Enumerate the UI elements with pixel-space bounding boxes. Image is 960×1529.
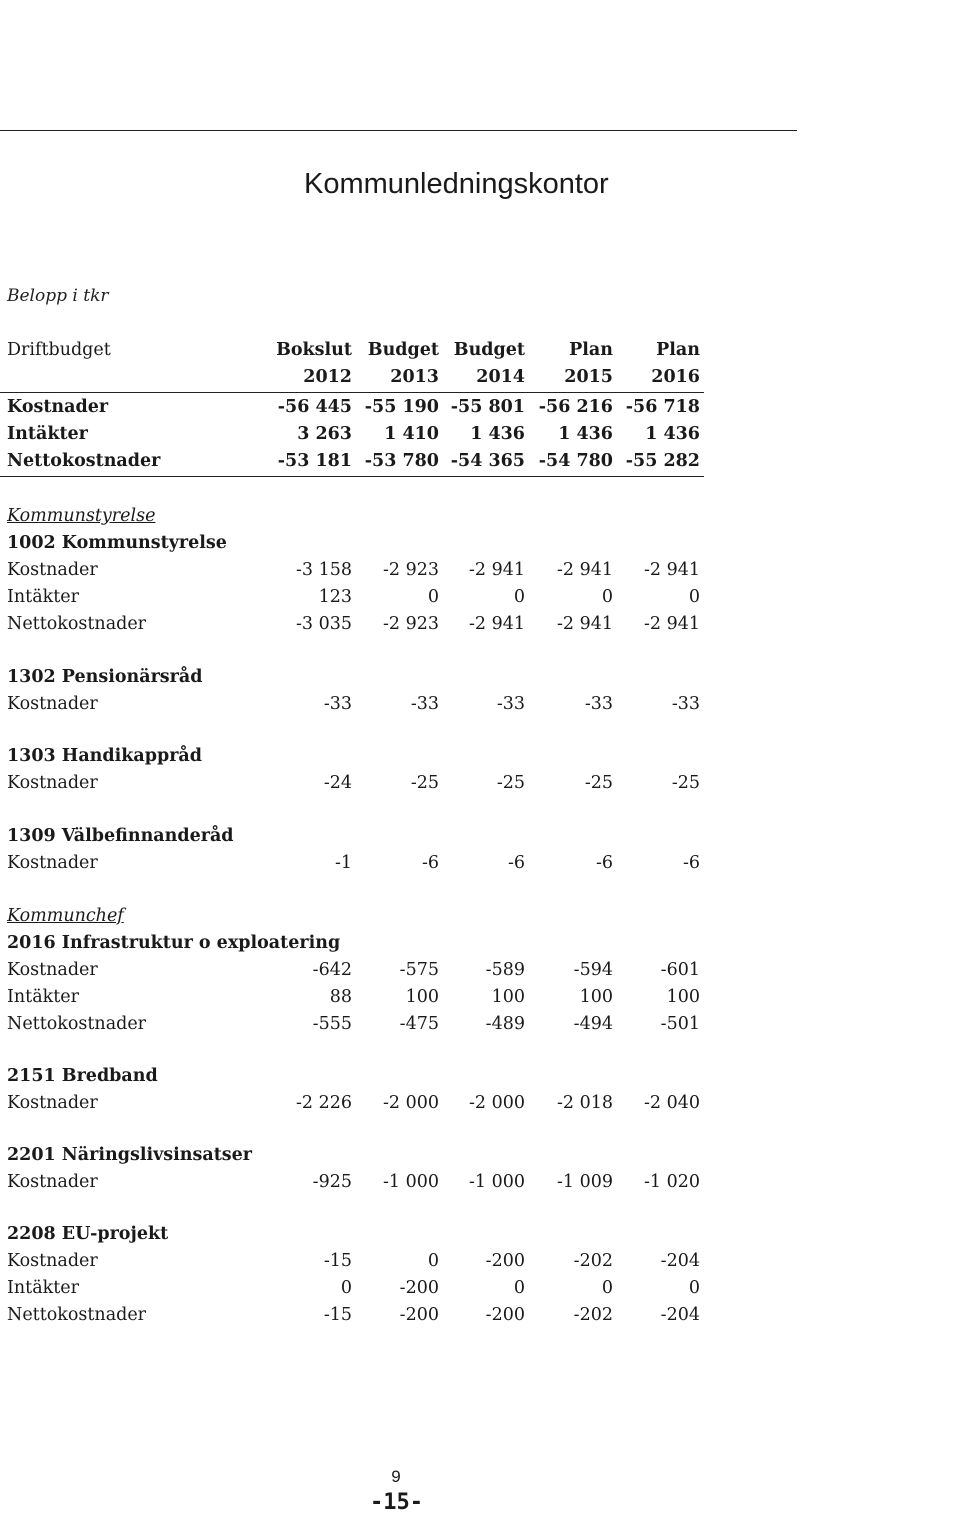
cell-value: 0 (340, 1278, 352, 1298)
column-year: 2016 (651, 367, 700, 387)
table-row (0, 958, 720, 982)
cell-value: -2 000 (468, 1093, 525, 1113)
row-label: Kostnader (7, 694, 98, 714)
page-number (0, 1467, 800, 1487)
cell-value: -2 923 (382, 614, 439, 634)
cell-value: -202 (573, 1305, 613, 1325)
cell-value: -6 (421, 853, 439, 873)
group-title-text: 1309 Välbefinnanderåd (7, 826, 234, 846)
cell-value: -2 000 (382, 1093, 439, 1113)
cell-value: -53 181 (277, 451, 352, 471)
cell-value: -589 (485, 960, 525, 980)
cell-value: -925 (312, 1172, 352, 1192)
cell-value: -601 (660, 960, 700, 980)
cell-value: 0 (601, 1278, 613, 1298)
section-heading-text: Kommunchef (7, 906, 124, 926)
row-label: Intäkter (7, 1278, 80, 1298)
table-row (0, 1249, 720, 1273)
cell-value: 1 436 (558, 424, 613, 444)
cell-value: -6 (507, 853, 525, 873)
cell-value: -642 (312, 960, 352, 980)
group-title (0, 744, 720, 768)
group-title-text: 2201 Näringslivsinsatser (7, 1145, 252, 1165)
cell-value: -25 (671, 773, 700, 793)
summary-row (0, 395, 720, 419)
cell-value: -2 923 (382, 560, 439, 580)
cell-value: 0 (427, 1251, 439, 1271)
cell-value: -33 (584, 694, 613, 714)
cell-value: 3 263 (297, 424, 352, 444)
column-year: 2013 (390, 367, 439, 387)
cell-value: -2 941 (468, 560, 525, 580)
cell-value: 100 (405, 987, 439, 1007)
cell-value: -2 226 (295, 1093, 352, 1113)
table-row (0, 1091, 720, 1115)
cell-value: -33 (323, 694, 352, 714)
cell-value: -55 801 (450, 397, 525, 417)
cell-value: -1 009 (556, 1172, 613, 1192)
cell-value: -2 040 (643, 1093, 700, 1113)
group-title (0, 531, 720, 555)
cell-value: -475 (399, 1014, 439, 1034)
group-title-text: 1303 Handikappråd (7, 746, 203, 766)
summary-row (0, 422, 720, 446)
row-label: Kostnader (7, 560, 98, 580)
column-year: 2012 (303, 367, 352, 387)
cell-value: 100 (491, 987, 525, 1007)
cell-value: -489 (485, 1014, 525, 1034)
unit-note: Belopp i tkr (7, 286, 109, 306)
cell-value: 0 (427, 587, 439, 607)
section-heading (0, 504, 720, 528)
cell-value: -2 941 (643, 614, 700, 634)
top-rule (0, 130, 797, 131)
group-title-text: 1302 Pensionärsråd (7, 667, 203, 687)
row-label: Nettokostnader (7, 451, 161, 471)
cell-value: -1 000 (468, 1172, 525, 1192)
group-title (0, 665, 720, 689)
row-label: Kostnader (7, 1251, 98, 1271)
cell-value: -25 (496, 773, 525, 793)
cell-value: 0 (513, 1278, 525, 1298)
cell-value: -54 780 (538, 451, 613, 471)
summary-label: Driftbudget (7, 340, 111, 360)
section-heading-text: Kommunstyrelse (7, 506, 156, 526)
column-type: Plan (656, 340, 700, 360)
cell-value: -1 020 (643, 1172, 700, 1192)
table-row (0, 558, 720, 582)
group-title (0, 1222, 720, 1246)
table-row (0, 771, 720, 795)
row-label: Intäkter (7, 987, 80, 1007)
cell-value: 100 (666, 987, 700, 1007)
cell-value: 1 436 (645, 424, 700, 444)
summary-header-types (0, 338, 720, 362)
cell-value: -204 (660, 1305, 700, 1325)
cell-value: -3 035 (295, 614, 352, 634)
row-label: Intäkter (7, 587, 80, 607)
cell-value: -33 (671, 694, 700, 714)
cell-value: -6 (595, 853, 613, 873)
cell-value: -200 (399, 1278, 439, 1298)
row-label: Nettokostnader (7, 614, 147, 634)
summary-row (0, 449, 720, 473)
cell-value: -200 (399, 1305, 439, 1325)
cell-value: -204 (660, 1251, 700, 1271)
group-title-text: 1002 Kommunstyrelse (7, 533, 227, 553)
cell-value: -501 (660, 1014, 700, 1034)
row-label: Kostnader (7, 960, 98, 980)
cell-value: -2 941 (556, 614, 613, 634)
cell-value: -200 (485, 1251, 525, 1271)
cell-value: -33 (496, 694, 525, 714)
group-title-text: 2208 EU-projekt (7, 1224, 169, 1244)
cell-value: -25 (584, 773, 613, 793)
row-label: Kostnader (7, 397, 109, 417)
cell-value: 0 (601, 587, 613, 607)
group-title (0, 824, 720, 848)
cell-value: -202 (573, 1251, 613, 1271)
table-row (0, 692, 720, 716)
cell-value: -3 158 (295, 560, 352, 580)
group-title (0, 1143, 720, 1167)
table-row (0, 985, 720, 1009)
cell-value: -575 (399, 960, 439, 980)
cell-value: -2 941 (643, 560, 700, 580)
page-number-text: 9 (391, 1467, 401, 1486)
group-title-text: 2016 Infrastruktur o exploatering (7, 933, 341, 953)
cell-value: 1 436 (470, 424, 525, 444)
column-type: Budget (453, 340, 525, 360)
cell-value: 1 410 (384, 424, 439, 444)
group-title-text: 2151 Bredband (7, 1066, 158, 1086)
table-row (0, 585, 720, 609)
group-title (0, 931, 720, 955)
cell-value: -55 282 (625, 451, 700, 471)
table-row (0, 851, 720, 875)
cell-value: 123 (318, 587, 352, 607)
table-row (0, 1170, 720, 1194)
column-year: 2014 (476, 367, 525, 387)
cell-value: -55 190 (364, 397, 439, 417)
row-label: Nettokostnader (7, 1014, 147, 1034)
cell-value: -53 780 (364, 451, 439, 471)
column-type: Budget (367, 340, 439, 360)
cell-value: 0 (688, 1278, 700, 1298)
cell-value: -555 (312, 1014, 352, 1034)
header-rule (0, 392, 704, 393)
cell-value: -594 (573, 960, 613, 980)
cell-value: -54 365 (450, 451, 525, 471)
row-label: Nettokostnader (7, 1305, 147, 1325)
table-row (0, 1276, 720, 1300)
cell-value: -6 (682, 853, 700, 873)
cell-value: -1 (334, 853, 352, 873)
page-title: Kommunledningskontor (304, 168, 609, 200)
cell-value: -33 (410, 694, 439, 714)
cell-value: -2 941 (468, 614, 525, 634)
cell-value: 0 (688, 587, 700, 607)
table-row (0, 1303, 720, 1327)
cell-value: -200 (485, 1305, 525, 1325)
cell-value: 88 (329, 987, 352, 1007)
cell-value: -1 000 (382, 1172, 439, 1192)
summary-header-years (0, 365, 720, 389)
column-type: Bokslut (276, 340, 352, 360)
cell-value: -2 941 (556, 560, 613, 580)
cell-value: 0 (513, 587, 525, 607)
cell-value: -56 216 (538, 397, 613, 417)
column-type: Plan (569, 340, 613, 360)
page-code: -15- (370, 1490, 423, 1515)
group-title (0, 1064, 720, 1088)
summary-bottom-rule (0, 476, 704, 477)
column-year: 2015 (564, 367, 613, 387)
cell-value: -2 018 (556, 1093, 613, 1113)
row-label: Kostnader (7, 853, 98, 873)
cell-value: -494 (573, 1014, 613, 1034)
cell-value: -24 (323, 773, 352, 793)
cell-value: -15 (323, 1305, 352, 1325)
cell-value: -25 (410, 773, 439, 793)
row-label: Kostnader (7, 773, 98, 793)
cell-value: -56 718 (625, 397, 700, 417)
cell-value: -56 445 (277, 397, 352, 417)
row-label: Kostnader (7, 1172, 98, 1192)
row-label: Kostnader (7, 1093, 98, 1113)
section-heading (0, 904, 720, 928)
row-label: Intäkter (7, 424, 88, 444)
cell-value: -15 (323, 1251, 352, 1271)
cell-value: 100 (579, 987, 613, 1007)
table-row (0, 1012, 720, 1036)
table-row (0, 612, 720, 636)
